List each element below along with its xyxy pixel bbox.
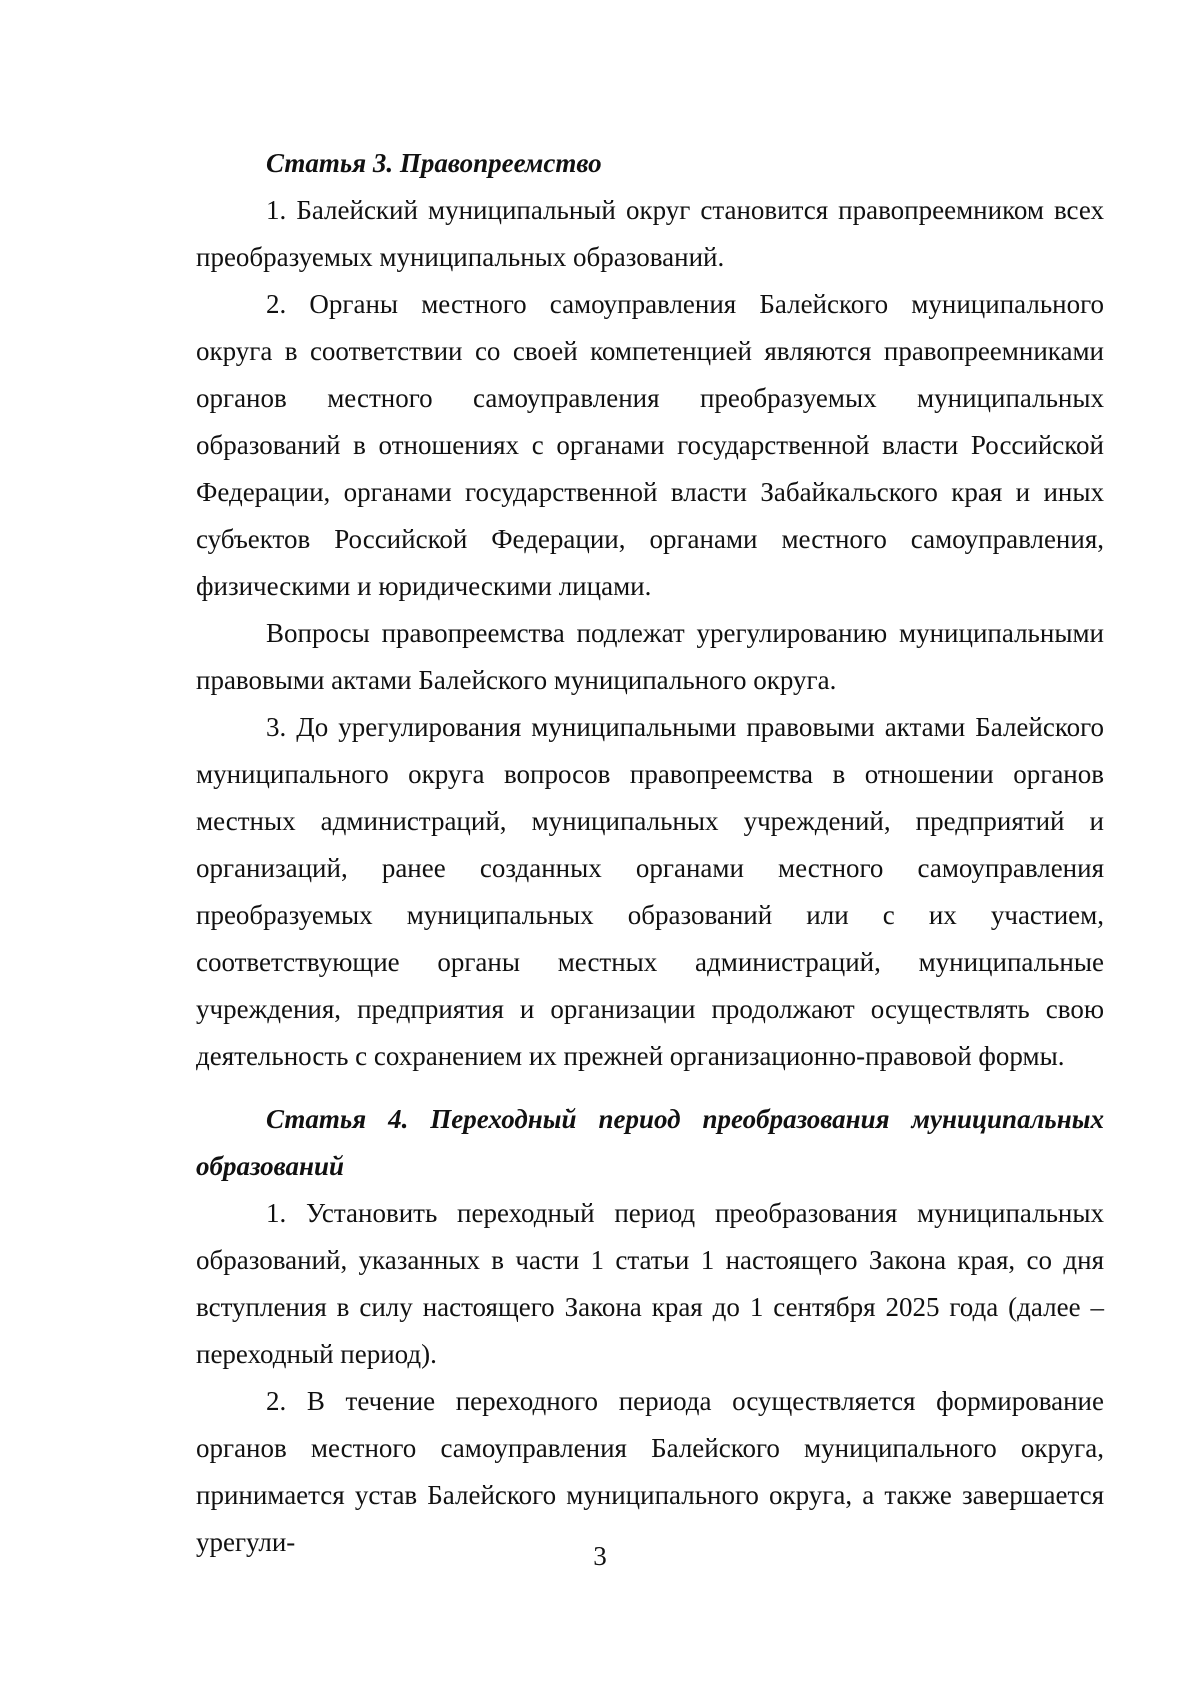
page-number: 3 — [593, 1541, 607, 1571]
article-4-paragraph-1: 1. Установить переходный период преобразования муниципальных образований, указанных в части 1 статьи 1 настоящего Закона края, со дня вступления в силу настоящего Закона края до 1 сентября 2025 года (далее – переходный период). — [196, 1198, 1104, 1369]
article-4-paragraph-2: 2. В течение переходного периода осуществляется формирование органов местного самоуправления Балейского муниципального округа, принимается устав Балейского муниципального округа, а также завершается урегули- — [196, 1386, 1104, 1557]
article-3-title: Статья 3. Правопреемство — [266, 148, 602, 178]
document-body — [196, 140, 1104, 1566]
article-3-paragraph-2: 2. Органы местного самоуправления Балейского муниципального округа в соответствии со своей компетенцией являются правопреемниками органов местного самоуправления преобразуемых муниципальных образований в отношениях с органами государственной власти Российской Федерации, органами государственной власти Забайкальского края и иных субъектов Российской Федерации, органами местного самоуправления, физическими и юридическими лицами. — [196, 289, 1104, 601]
article-3-paragraph-1: 1. Балейский муниципальный округ становится правопреемником всех преобразуемых муниципальных образований. — [196, 195, 1104, 272]
article-4-title: Статья 4. Переходный период преобразования муниципальных образований — [196, 1104, 1104, 1181]
article-3-paragraph-4: 3. До урегулирования муниципальными правовыми актами Балейского муниципального округа вопросов правопреемства в отношении органов местных администраций, муниципальных учреждений, предприятий и организаций, ранее созданных органами местного самоуправления преобразуемых муниципальных образований или с их участием, соответствующие органы местных администраций, муниципальные учреждения, предприятия и организации продолжают осуществлять свою деятельность с сохранением их прежней организационно-правовой формы. — [196, 712, 1104, 1071]
article-3-paragraph-3: Вопросы правопреемства подлежат урегулированию муниципальными правовыми актами Балейского муниципального округа. — [196, 618, 1104, 695]
